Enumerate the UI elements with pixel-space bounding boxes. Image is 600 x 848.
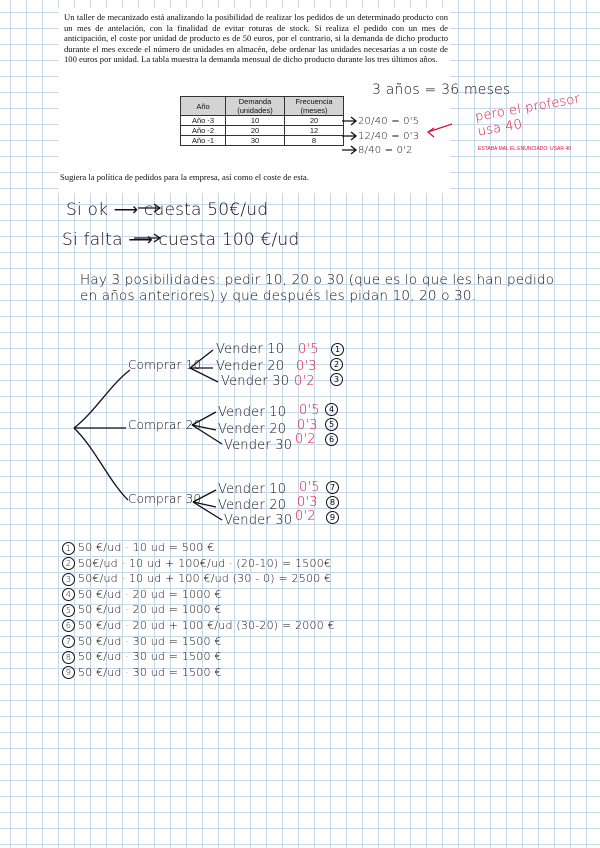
calc-line: [62, 635, 335, 651]
calc-line: [62, 557, 335, 573]
sell-option: Vender 20: [218, 422, 287, 437]
calc-text: 50 €/ud · 30 ud = 1500 €: [78, 634, 222, 648]
fraction-3: 8/40 = 0'2: [358, 145, 413, 156]
probability: 0'5: [298, 342, 319, 357]
probability: 0'5: [299, 403, 320, 418]
calc-text: 50 €/ud · 20 ud = 1000 €: [78, 603, 222, 617]
table-header-cell: Demanda (unidades): [226, 97, 285, 116]
probability: 0'3: [296, 359, 317, 374]
calc-line: [62, 650, 335, 666]
table-header-cell: Frecuencia (meses): [285, 97, 344, 116]
calc-line: [62, 603, 335, 619]
calc-line: [62, 588, 335, 604]
calc-text: 50 €/ud · 20 ud = 1000 €: [78, 587, 222, 601]
sell-option: Vender 10: [218, 405, 287, 420]
outcome-marker: 6: [325, 433, 338, 446]
calc-number: 1: [62, 542, 75, 555]
calc-text: 50 €/ud · 30 ud = 1500 €: [78, 650, 222, 664]
calc-text: 50 €/ud · 20 ud + 100 €/ud (30-20) = 2000 €: [78, 618, 335, 632]
note-line-missing: Si falta ⟶ cuesta 100 €/ud: [62, 230, 300, 250]
table-cell: Año -2: [181, 126, 226, 136]
note-line-ok: Si ok ⟶ cuesta 50€/ud: [66, 200, 269, 220]
buy-10-node: Comprar 10: [128, 358, 202, 372]
calc-text: 50€/ud · 10 ud + 100€/ud · (20-10) = 1500€: [78, 556, 332, 570]
sell-option: Vender 20: [216, 359, 285, 374]
fraction-2: 12/40 = 0'3: [358, 131, 420, 142]
sell-option: Vender 10: [218, 482, 287, 497]
table-cell: 20: [226, 126, 285, 136]
calc-number: 8: [62, 651, 75, 664]
calc-text: 50 €/ud · 10 ud = 500 €: [78, 541, 215, 554]
table-cell: Año -3: [181, 116, 226, 126]
table-cell: 10: [226, 116, 285, 126]
table-cell: 30: [226, 136, 285, 146]
question-text: Sugiera la política de pedidos para la empresa, así como el coste de esta.: [60, 172, 309, 182]
sell-option: Vender 10: [216, 342, 285, 357]
calc-line: [62, 572, 335, 588]
sell-option: Vender 30: [221, 374, 290, 389]
buy-30-node: Comprar 30: [128, 492, 202, 506]
outcome-marker: 8: [326, 496, 339, 509]
table-cell: 12: [285, 126, 344, 136]
probability: 0'2: [295, 432, 316, 447]
possibilities-note: Hay 3 posibilidades: pedir 10, 20 o 30 (que es lo que les han pedido en años anteriores) y que después les pidan 10, 20 o 30.: [80, 272, 555, 304]
fraction-1: 20/40 = 0'5: [358, 116, 420, 127]
probability: 0'3: [297, 418, 318, 433]
calc-number: 2: [62, 557, 75, 570]
outcome-marker: 7: [326, 481, 339, 494]
correction-note: ESTABA MAL EL ENUNCIADO: USAR 40: [478, 146, 571, 152]
calc-number: 9: [62, 666, 75, 679]
table-cell: 8: [285, 136, 344, 146]
sell-option: Vender 30: [224, 438, 293, 453]
probability: 0'3: [297, 495, 318, 510]
table-cell: Año -1: [181, 136, 226, 146]
calc-number: 7: [62, 635, 75, 648]
outcome-marker: 9: [326, 511, 339, 524]
calc-number: 3: [62, 573, 75, 586]
calc-line: [62, 666, 335, 682]
buy-20-node: Comprar 20: [128, 418, 202, 432]
calc-number: 4: [62, 588, 75, 601]
calc-text: 50€/ud · 10 ud + 100 €/ud (30 - 0) = 2500 €: [78, 572, 332, 586]
calc-number: 6: [62, 619, 75, 632]
calc-number: 5: [62, 604, 75, 617]
outcome-marker: 1: [331, 343, 344, 356]
table-header-cell: Año: [181, 97, 226, 116]
outcome-marker: 3: [330, 373, 343, 386]
calc-line: [62, 619, 335, 635]
calc-text: 50 €/ud · 30 ud = 1500 €: [78, 665, 222, 679]
table-cell: 20: [285, 116, 344, 126]
outcome-marker: 4: [325, 403, 338, 416]
probability: 0'2: [295, 509, 316, 524]
sell-option: Vender 30: [224, 513, 293, 528]
sell-option: Vender 20: [218, 498, 287, 513]
probability: 0'5: [299, 480, 320, 495]
outcome-marker: 2: [330, 358, 343, 371]
cost-calculation-list: [62, 541, 335, 681]
years-note: 3 años = 36 meses: [372, 82, 511, 98]
problem-statement: Un taller de mecanizado está analizando la posibilidad de realizar los pedidos de un determinado producto con un mes de antelación, con la finalidad de evitar roturas de stock. Si realiza el pedido con un mes de anticipación, el coste por unidad de producto es de 50 euros, por el contrario, si la demanda de dicho producto durante el mes excede el número de unidades en almacén, debe ordenar las unidades necesarias a un coste de 100 euros por unidad. La tabla muestra la demanda mensual de dicho producto durante los tres últimos años.: [64, 12, 448, 65]
calc-line: [62, 541, 335, 557]
teacher-note: pero el profesor usa 40: [474, 91, 582, 140]
probability: 0'2: [294, 374, 315, 389]
outcome-marker: 5: [325, 418, 338, 431]
